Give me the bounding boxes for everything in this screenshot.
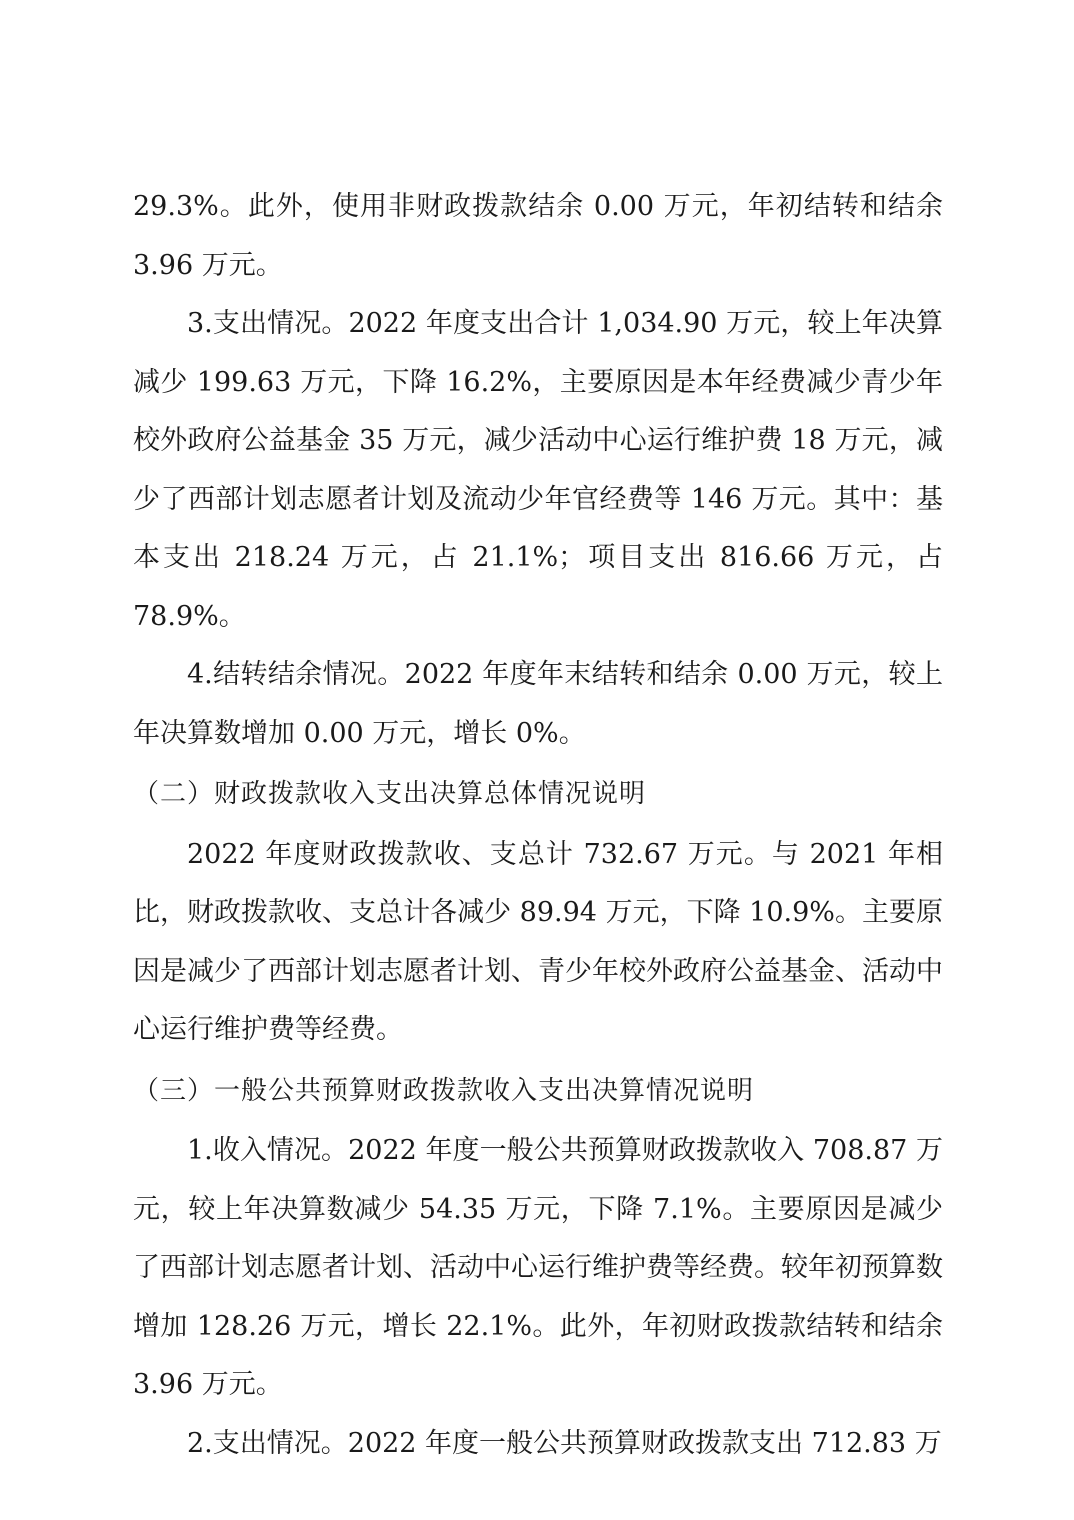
paragraph-expenditure: 3.支出情况。2022 年度支出合计 1,034.90 万元，较上年决算减少 199.63 万元，下降 16.2%，主要原因是本年经费减少青少年校外政府公益基金 35 万元，减少活动中心运行维护费 18 万元，减少了西部计划志愿者计划及流动少年官经费等 146 万元。其中：基本支出 218.24 万元，占 21.1%；项目支出 816.66 万元，占 78.9%。 [133, 308, 943, 632]
section-heading-fiscal-overview: （二）财政拨款收入支出决算总体情况说明 [133, 779, 647, 809]
paragraph-fiscal-overview: 2022 年度财政拨款收、支总计 732.67 万元。与 2021 年相比，财政拨款收、支总计各减少 89.94 万元，下降 10.9%。主要原因是减少了西部计划志愿者计划、青少年校外政府公益基金、活动中心运行维护费等经费。 [133, 838, 943, 1045]
paragraph-general-budget-income: 1.收入情况。2022 年度一般公共预算财政拨款收入 708.87 万元，较上年决算数减少 54.35 万元，下降 7.1%。主要原因是减少了西部计划志愿者计划、活动中心运行维护费等经费。较年初预算数增加 128.26 万元，增长 22.1%。此外，年初财政拨款结转和结余 3.96 万元。 [133, 1135, 943, 1400]
paragraph-carryover: 4.结转结余情况。2022 年度年末结转和结余 0.00 万元，较上年决算数增加 0.00 万元，增长 0%。 [133, 659, 943, 749]
paragraph-continuation: 29.3%。此外，使用非财政拨款结余 0.00 万元，年初结转和结余 3.96 万元。 [133, 191, 943, 281]
paragraph-general-budget-expenditure: 2.支出情况。2022 年度一般公共预算财政拨款支出 712.83 万 [187, 1427, 942, 1459]
section-heading-general-budget: （三）一般公共预算财政拨款收入支出决算情况说明 [133, 1075, 755, 1106]
document-body [133, 178, 943, 1473]
